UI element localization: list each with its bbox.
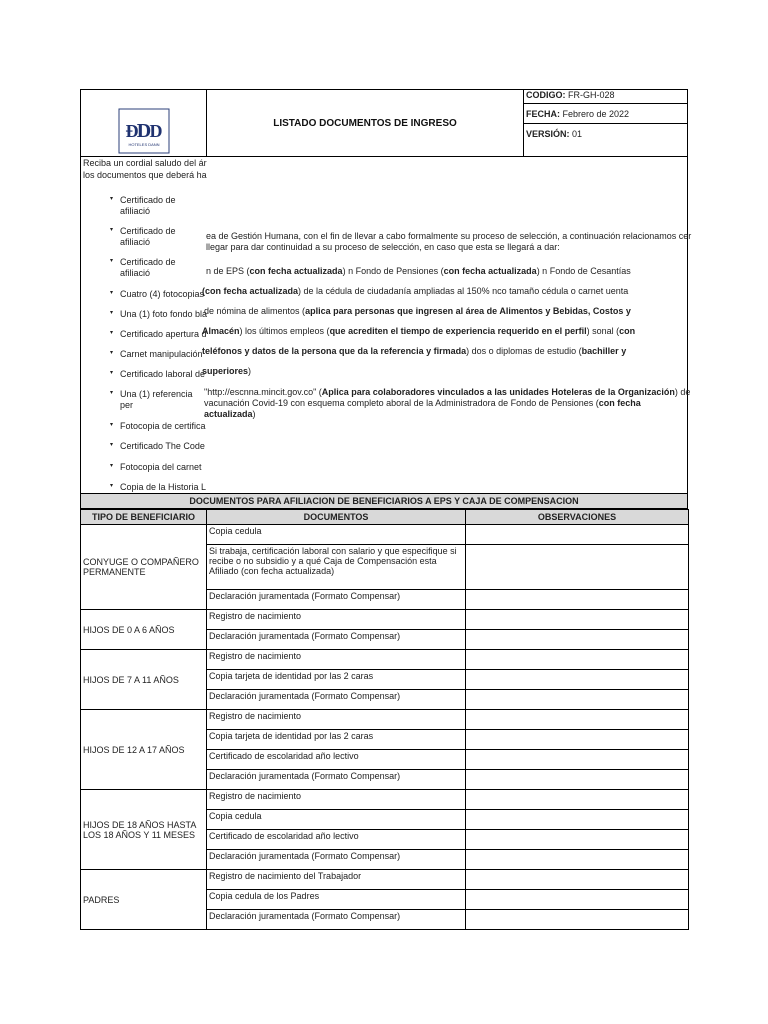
document-cell: Declaración juramentada (Formato Compensar) xyxy=(207,690,466,710)
document-cell: Registro de nacimiento xyxy=(207,710,466,730)
document-title: LISTADO DOCUMENTOS DE INGRESO xyxy=(273,117,457,129)
column-header: OBSERVACIONES xyxy=(466,510,689,525)
document-cell: Registro de nacimiento xyxy=(207,790,466,810)
document-cell: Declaración juramentada (Formato Compensar) xyxy=(207,910,466,930)
document-cell: Declaración juramentada (Formato Compensar) xyxy=(207,850,466,870)
observation-cell[interactable] xyxy=(466,690,689,710)
beneficiaries-table xyxy=(80,509,689,930)
document-cell: Si trabaja, certificación laboral con salario y que especifique si recibe o no subsidio y a qué Caja de Compensación esta Afiliado (con fecha actualizada) xyxy=(207,545,466,590)
document-cell: Declaración juramentada (Formato Compensar) xyxy=(207,770,466,790)
list-detail: de nómina de alimentos (aplica para personas que ingresen al área de Alimentos y Bebidas, Costos y xyxy=(204,306,631,316)
document-cell: Copia cedula xyxy=(207,810,466,830)
observation-cell[interactable] xyxy=(466,810,689,830)
beneficiary-type: CONYUGE O COMPAÑERO PERMANENTE xyxy=(81,525,207,610)
beneficiary-type: HIJOS DE 18 AÑOS HASTA LOS 18 AÑOS Y 11 MESES xyxy=(81,790,207,870)
list-detail: (con fecha actualizada) de la cédula de ciudadanía ampliadas al 150% nco tamaño cédula o carnet uenta xyxy=(202,286,629,296)
observation-cell[interactable] xyxy=(466,770,689,790)
document-cell: Copia cedula xyxy=(207,525,466,545)
beneficiary-type: HIJOS DE 0 A 6 AÑOS xyxy=(81,610,207,650)
list-detail: teléfonos y datos de la persona que da la referencia y firmada) dos o diplomas de estudio (bachiller y xyxy=(202,346,627,356)
version-field: VERSIÓN: 01 xyxy=(526,129,583,139)
table-row xyxy=(81,710,689,730)
list-detail: Almacén) los últimos empleos (que acrediten el tiempo de experiencia requerido en el perfil) sonal (con xyxy=(202,326,636,336)
svg-text:Ð: Ð xyxy=(125,121,139,141)
list-detail: superiores) xyxy=(202,366,252,376)
observation-cell[interactable] xyxy=(466,650,689,670)
intro-paragraph: llegar para dar continuidad a su proceso de selección, en caso que esta se llegará a dar: xyxy=(206,242,560,252)
intro-line: los documentos que deberá ha xyxy=(83,170,207,180)
document-cell: Registro de nacimiento del Trabajador xyxy=(207,870,466,890)
column-header: TIPO DE BENEFICIARIO xyxy=(81,510,207,525)
observation-cell[interactable] xyxy=(466,850,689,870)
company-logo xyxy=(118,108,170,154)
observation-cell[interactable] xyxy=(466,730,689,750)
section-title: DOCUMENTOS PARA AFILIACION DE BENEFICIARIOS A EPS Y CAJA DE COMPENSACION xyxy=(80,493,688,509)
observation-cell[interactable] xyxy=(466,630,689,650)
svg-text:HOTELES DANN: HOTELES DANN xyxy=(128,142,160,147)
observation-cell[interactable] xyxy=(466,670,689,690)
list-detail: vacunación Covid-19 con esquema completo aboral de la Administradora de Fondo de Pensiones (con fecha xyxy=(204,398,641,408)
observation-cell[interactable] xyxy=(466,610,689,630)
fecha-field: FECHA: Febrero de 2022 xyxy=(526,109,630,119)
document-cell: Declaración juramentada (Formato Compensar) xyxy=(207,630,466,650)
table-row xyxy=(81,790,689,810)
svg-text:D: D xyxy=(149,121,163,141)
document-cell: Registro de nacimiento xyxy=(207,610,466,630)
observation-cell[interactable] xyxy=(466,525,689,545)
observation-cell[interactable] xyxy=(466,890,689,910)
beneficiary-type: HIJOS DE 12 A 17 AÑOS xyxy=(81,710,207,790)
observation-cell[interactable] xyxy=(466,545,689,590)
table-row xyxy=(81,870,689,890)
document-cell: Registro de nacimiento xyxy=(207,650,466,670)
document-cell: Copia tarjeta de identidad por las 2 caras xyxy=(207,670,466,690)
document-cell: Copia tarjeta de identidad por las 2 caras xyxy=(207,730,466,750)
intro-line: Reciba un cordial saludo del ár xyxy=(83,158,207,168)
table-row xyxy=(81,650,689,670)
observation-cell[interactable] xyxy=(466,590,689,610)
observation-cell[interactable] xyxy=(466,870,689,890)
meta-divider xyxy=(523,123,688,124)
observation-cell[interactable] xyxy=(466,830,689,850)
observation-cell[interactable] xyxy=(466,750,689,770)
document-cell: Certificado de escolaridad año lectivo xyxy=(207,830,466,850)
document-cell: Declaración juramentada (Formato Compensar) xyxy=(207,590,466,610)
svg-text:D: D xyxy=(136,120,152,142)
column-header: DOCUMENTOS xyxy=(207,510,466,525)
meta-divider xyxy=(523,103,688,104)
table-header-row xyxy=(81,510,689,525)
list-detail: actualizada) xyxy=(204,409,256,419)
observation-cell[interactable] xyxy=(466,910,689,930)
observation-cell[interactable] xyxy=(466,710,689,730)
document-cell: Copia cedula de los Padres xyxy=(207,890,466,910)
beneficiary-type: HIJOS DE 7 A 11 AÑOS xyxy=(81,650,207,710)
codigo-field: CODIGO: FR-GH-028 xyxy=(526,90,615,100)
document-cell: Certificado de escolaridad año lectivo xyxy=(207,750,466,770)
list-detail: n de EPS (con fecha actualizada) n Fondo de Pensiones (con fecha actualizada) n Fondo de Cesantías xyxy=(206,266,631,276)
beneficiary-type: PADRES xyxy=(81,870,207,930)
list-detail: "http://escnna.mincit.gov.co" (Aplica para colaboradores vinculados a las unidades Hoteleras de la Organización) de xyxy=(204,387,691,397)
table-row xyxy=(81,525,689,545)
intro-paragraph: ea de Gestión Humana, con el fin de llevar a cabo formalmente su proceso de selección, a continuación relacionamos cer xyxy=(206,231,692,241)
table-row xyxy=(81,610,689,630)
observation-cell[interactable] xyxy=(466,790,689,810)
